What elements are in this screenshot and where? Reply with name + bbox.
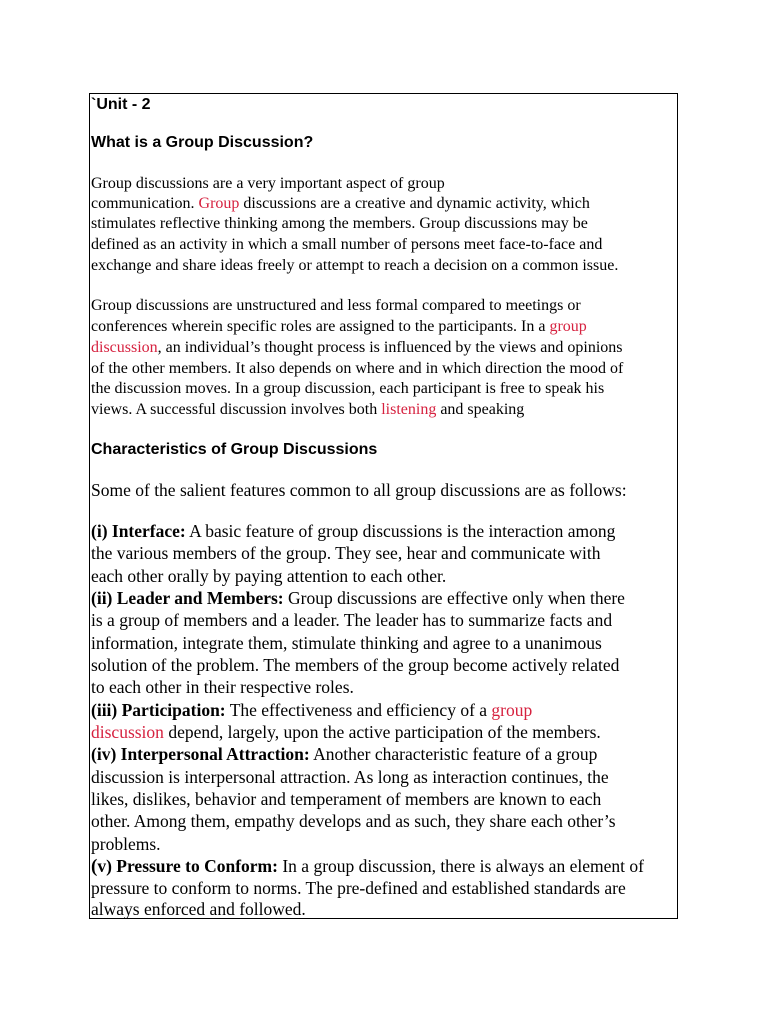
item-v-line-2: pressure to conform to norms. The pre-defined and established standards are: [91, 878, 626, 898]
group-discussion-link-cont[interactable]: discussion: [91, 339, 158, 356]
group-discussion-link[interactable]: group: [549, 318, 587, 335]
item-ii-line-1: (ii) Leader and Members: Group discussions are effective only when there: [91, 588, 625, 608]
para-1-line-4: defined as an activity in which a small number of persons meet face-to-face and: [91, 236, 603, 253]
para-2-line-1: Group discussions are unstructured and less formal compared to meetings or: [91, 297, 581, 314]
para-1-line-2: communication. Group discussions are a creative and dynamic activity, which: [91, 195, 590, 212]
item-v-label-paren: (: [91, 856, 98, 877]
item-v-line-1: (v) Pressure to Conform: In a group discussion, there is always an element of: [91, 856, 644, 877]
unit-title: `Unit - 2: [91, 96, 151, 113]
item-iii-line-2: discussion depend, largely, upon the active participation of the members.: [91, 722, 601, 742]
item-iv-line-3: likes, dislikes, behavior and temperament of members are known to each: [91, 789, 602, 809]
item-ii-line-2: is a group of members and a leader. The leader has to summarize facts and: [91, 610, 613, 630]
para-1-line-1: Group discussions are a very important aspect of group: [91, 175, 445, 192]
group-link[interactable]: Group: [198, 195, 240, 212]
para-2-line-2: conferences wherein specific roles are assigned to the participants. In a group: [91, 318, 587, 335]
item-ii-line-5: to each other in their respective roles.: [91, 677, 354, 697]
item-v-label: v) Pressure to Conform:: [97, 856, 278, 876]
item-i-line-1: (i) Interface: A basic feature of group discussions is the interaction among: [91, 521, 616, 541]
item-iv-line-2: discussion is interpersonal attraction. As long as interaction continues, the: [91, 767, 609, 787]
listening-link[interactable]: listening: [381, 401, 437, 418]
item-ii-label: (ii) Leader and Members:: [91, 588, 284, 608]
item-iii-line-1: (iii) Participation: The effectiveness and efficiency of a group: [91, 700, 533, 720]
para-2-line-6: views. A successful discussion involves both listening and speaking: [91, 401, 525, 418]
para-2-line-5: the discussion moves. In a group discussion, each participant is free to speak his: [91, 380, 605, 397]
para-1-line-5: exchange and share ideas freely or attempt to reach a decision on a common issue.: [91, 257, 619, 274]
heading-characteristics: Characteristics of Group Discussions: [91, 441, 378, 458]
item-iv-line-4: other. Among them, empathy develops and as such, they share each other’s: [91, 811, 616, 831]
item-iv-label: (iv) Interpersonal Attraction:: [91, 744, 310, 764]
item-iv-line-5: problems.: [91, 834, 161, 854]
item-i-line-3: each other orally by paying attention to each other.: [91, 566, 447, 586]
discussion-link-2[interactable]: discussion: [91, 722, 164, 742]
para-2-line-4: of the other members. It also depends on where and in which direction the mood of: [91, 360, 624, 377]
item-ii-line-4: solution of the problem. The members of the group become actively related: [91, 655, 620, 675]
heading-what-is-gd: What is a Group Discussion?: [91, 134, 314, 151]
item-ii-line-3: information, integrate them, stimulate thinking and agree to a unanimous: [91, 633, 602, 653]
item-i-label: (i) Interface:: [91, 521, 186, 541]
item-v-line-3: always enforced and followed.: [91, 899, 306, 919]
item-iv-line-1: (iv) Interpersonal Attraction: Another characteristic feature of a group: [91, 744, 598, 764]
para-2-line-3: discussion, an individual’s thought process is influenced by the views and opinions: [91, 339, 623, 356]
group-link-2[interactable]: group: [491, 700, 533, 720]
para-1-line-3: stimulates reflective thinking among the members. Group discussions may be: [91, 215, 588, 232]
intro-text: Some of the salient features common to all group discussions are as follows:: [91, 480, 627, 500]
item-i-line-2: the various members of the group. They see, hear and communicate with: [91, 543, 601, 563]
item-iii-label: (iii) Participation:: [91, 700, 226, 720]
